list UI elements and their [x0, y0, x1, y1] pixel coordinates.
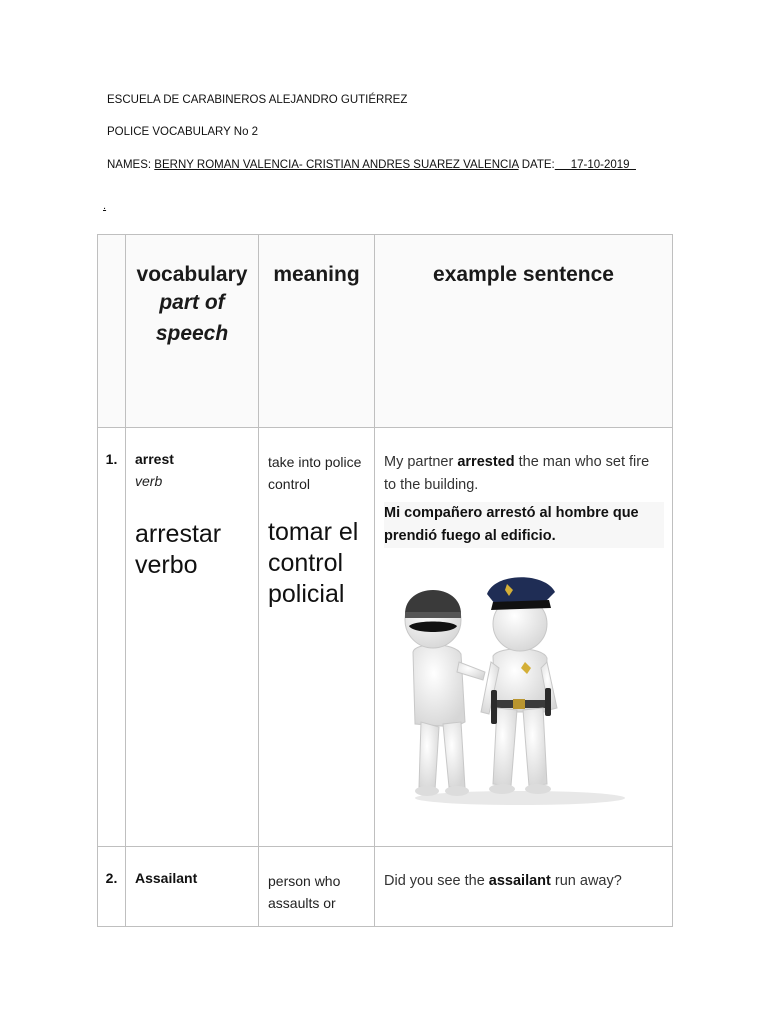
arrest-illustration	[395, 562, 672, 812]
school-name: ESCUELA DE CARABINEROS ALEJANDRO GUTIÉRREZ	[107, 94, 408, 106]
date-value: 17-10-2019	[554, 159, 636, 171]
meaning-header-cell	[259, 235, 375, 428]
example-header-cell	[375, 235, 673, 428]
example-sentence: My partner arrested the man who set fire to the building.	[384, 454, 650, 493]
table-row	[98, 428, 673, 847]
vocabulary-header: vocabulary	[136, 263, 248, 286]
stray-mark: .	[103, 200, 107, 212]
document-title: POLICE VOCABULARY No 2	[107, 126, 259, 138]
part-of-speech-header: part of speech	[155, 291, 229, 345]
names-line	[107, 159, 636, 171]
meaning-spanish: tomar el control policial	[268, 518, 359, 608]
vocabulary-header-cell	[126, 235, 259, 428]
part-of-speech: verb	[135, 473, 163, 489]
police-officer-figure	[481, 577, 557, 794]
example-keyword: assailant	[488, 873, 551, 889]
example-keyword: arrested	[457, 454, 515, 470]
date-label: DATE:	[518, 159, 555, 171]
vocab-word-spanish: arrestar verbo	[135, 520, 222, 579]
row-number: 1.	[105, 451, 118, 467]
table-header-row	[98, 235, 673, 428]
number-header-cell	[98, 235, 126, 428]
thief-figure	[405, 590, 485, 796]
example-header: example sentence	[433, 263, 614, 286]
row-number: 2.	[105, 870, 118, 886]
names-label: NAMES:	[107, 159, 155, 171]
example-sentence-spanish: Mi compañero arrestó al hombre que prendió fuego al edificio.	[384, 502, 664, 548]
example-sentence: Did you see the assailant run away?	[384, 873, 622, 889]
meaning-text: take into police control	[268, 454, 362, 492]
meaning-text: person who assaults or	[268, 873, 341, 911]
meaning-header: meaning	[273, 263, 360, 286]
table-row	[98, 847, 673, 927]
police-arrest-figure	[395, 562, 645, 807]
vocab-word: Assailant	[135, 870, 198, 886]
vocab-word: arrest	[135, 451, 174, 467]
names-value: BERNY ROMAN VALENCIA- CRISTIAN ANDRES SUAREZ VALENCIA	[154, 159, 519, 171]
vocabulary-table	[97, 234, 673, 927]
